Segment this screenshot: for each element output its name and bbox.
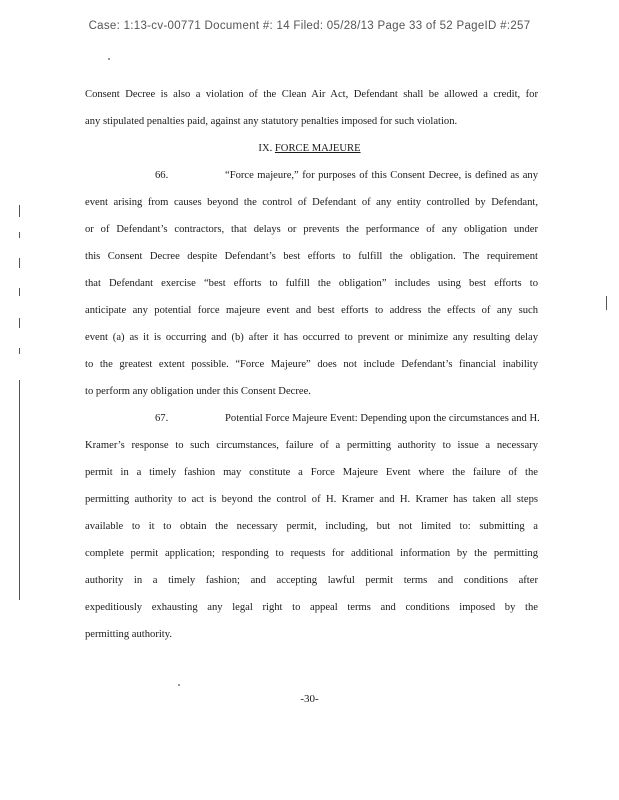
text-line: permit in a timely fashion may constitute a Force Majeure Event where the failure of the <box>85 467 538 478</box>
section-title: FORCE MAJEURE <box>274 143 361 154</box>
case-header: Case: 1:13-cv-00771 Document #: 14 Filed: 05/28/13 Page 33 of 52 PageID #:257 <box>88 20 531 32</box>
scan-speck <box>19 348 20 354</box>
text-line: permitting authority to act is beyond the control of H. Kramer and H. Kramer has taken all steps <box>85 494 538 505</box>
text-line: that Defendant exercise “best efforts to fulfill the obligation” includes using best efforts to <box>85 278 538 289</box>
paragraph-number: 67. <box>155 413 169 424</box>
section-heading <box>0 142 619 156</box>
scan-speck <box>19 380 20 600</box>
text-line: Consent Decree is also a violation of the Clean Air Act, Defendant shall be allowed a credit, for <box>85 89 538 100</box>
scan-speck <box>19 258 20 268</box>
text-line: event arising from causes beyond the control of Defendant of any entity controlled by Defendant, <box>85 197 538 208</box>
text-line: any stipulated penalties paid, against any statutory penalties imposed for such violation. <box>85 116 458 127</box>
scan-speck <box>19 318 20 328</box>
text-line: expeditiously exhausting any legal right to appeal terms and conditions imposed by the <box>85 602 538 613</box>
scan-speck <box>19 232 20 238</box>
scan-speck <box>19 288 20 296</box>
text-line: permitting authority. <box>85 629 172 640</box>
text-line: this Consent Decree despite Defendant’s best efforts to fulfill the obligation. The requirement <box>85 251 538 262</box>
text-line: to perform any obligation under this Consent Decree. <box>85 386 311 397</box>
text-line: event (a) as it is occurring and (b) after it has occurred to prevent or minimize any resulting delay <box>85 332 538 343</box>
page-number: -30- <box>300 693 319 705</box>
text-line: to the greatest extent possible. “Force Majeure” does not include Defendant’s financial inability <box>85 359 538 370</box>
section-number: IX. <box>258 143 273 154</box>
paragraph-66-first-line <box>155 169 538 183</box>
scan-dot <box>108 58 110 60</box>
text-line: “Force majeure,” for purposes of this Consent Decree, is defined as any <box>225 170 538 181</box>
text-line: or of Defendant’s contractors, that delays or prevents the performance of any obligation under <box>85 224 538 235</box>
text-line: anticipate any potential force majeure event and best efforts to address the effects of any such <box>85 305 538 316</box>
scan-speck <box>606 296 607 310</box>
scan-speck <box>19 205 20 217</box>
text-line: available to it to obtain the necessary permit, including, but not limited to: submitting a <box>85 521 538 532</box>
text-line: complete permit application; responding to requests for additional information by the permitting <box>85 548 538 559</box>
paragraph-number: 66. <box>155 170 169 181</box>
text-line: authority in a timely fashion; and accepting lawful permit terms and conditions after <box>85 575 538 586</box>
text-line: Kramer’s response to such circumstances, failure of a permitting authority to issue a necessary <box>85 440 538 451</box>
paragraph-67-first-line <box>155 412 538 426</box>
text-line: Potential Force Majeure Event: Depending upon the circumstances and H. <box>225 413 540 424</box>
scan-dot <box>178 684 180 686</box>
